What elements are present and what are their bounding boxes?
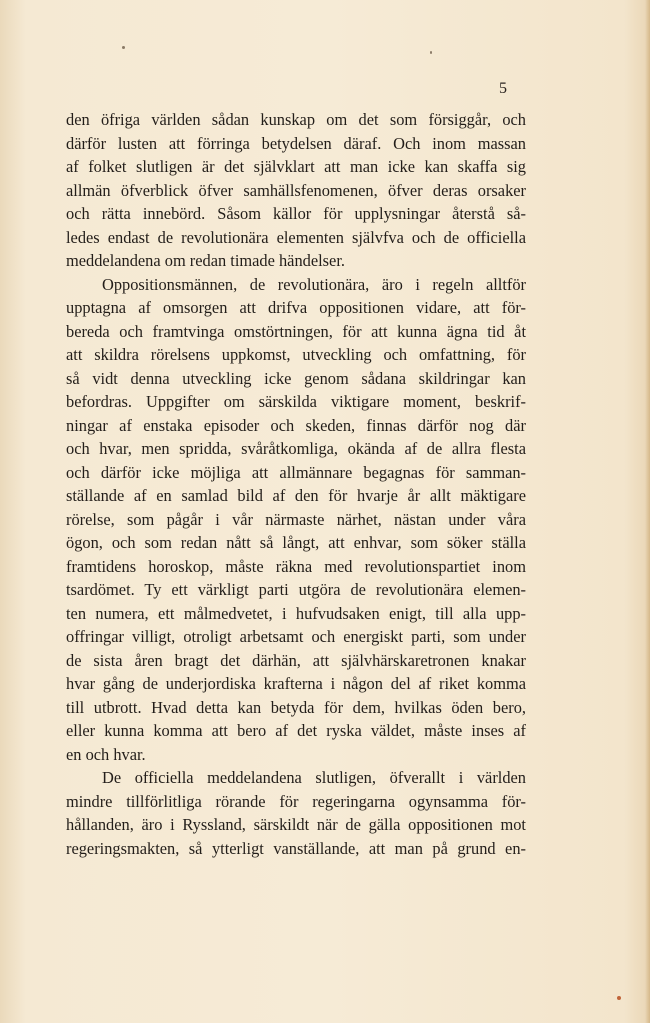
paper-speck — [122, 46, 125, 49]
text-line: att skildra rörelsens uppkomst, utveckling och omfattning, för — [66, 345, 526, 364]
text-line: af folket slutligen är det självklart att man icke kan skaffa sig — [66, 157, 526, 176]
text-line: upptagna af omsorgen att drifva oppositionen vidare, att för- — [66, 298, 526, 317]
text-line: den öfriga världen sådan kunskap om det som försiggår, och — [66, 110, 526, 129]
text-line: så vidt denna utveckling icke genom sådana skildringar kan — [66, 368, 526, 388]
text-line: till utbrott. Hvad detta kan betyda för dem, hvilkas öden bero, — [66, 697, 526, 717]
text-line: Oppositionsmännen, de revolutionära, äro i regeln alltför — [102, 274, 526, 294]
text-line: ten numera, ett målmedvetet, i hufvudsaken enigt, till alla upp- — [66, 603, 526, 623]
text-line: bereda och framtvinga omstörtningen, för att kunna ägna tid åt — [66, 321, 526, 341]
paper-speck — [430, 51, 432, 54]
text-line: De officiella meddelandena slutligen, öfverallt i världen — [102, 768, 526, 787]
text-line: eller kunna komma att bero af det ryska väldet, måste inses af — [66, 721, 526, 740]
text-line: därför lusten att förringa betydelsen däraf. Och inom massan — [66, 133, 526, 153]
text-line: ställande af en samlad bild af den för hvarje år allt mäktigare — [66, 486, 526, 505]
text-line: ögon, och som redan nått så långt, att enhvar, som söker ställa — [66, 533, 526, 552]
text-line: mindre tillförlitliga rörande för regeringarna ogynsamma för- — [66, 791, 526, 811]
text-line: offringar villigt, otroligt arbetsamt och energiskt parti, som under — [66, 627, 526, 646]
page-edge-shadow — [645, 0, 650, 1023]
body-text — [66, 108, 526, 860]
text-line: allmän öfverblick öfver samhällsfenomenen, öfver deras orsaker — [66, 180, 526, 200]
text-line: tsardömet. Ty ett värkligt parti utgöra de revolutionära elemen- — [66, 580, 526, 599]
text-line: hållanden, äro i Ryssland, särskildt när de gälla oppositionen mot — [66, 815, 526, 834]
text-line: och hvar, men spridda, svåråtkomliga, okända af de allra flesta — [66, 439, 526, 458]
text-line: ledes endast de revolutionära elementen självfva och de officiella — [66, 227, 526, 247]
text-line: och rätta innebörd. Såsom källor för upplysningar återstå så- — [66, 204, 526, 223]
text-line: hvar gång de underjordiska krafterna i någon del af riket komma — [66, 674, 526, 693]
text-line: de sista åren bragt det därhän, att självhärskaretronen knakar — [66, 650, 526, 670]
text-line: ningar af enstaka episoder och skeden, finnas därför nog där — [66, 415, 526, 435]
text-line: och därför icke möjliga att allmännare begagnas för samman- — [66, 462, 526, 482]
text-line: regeringsmakten, så ytterligt vanställande, att man på grund en- — [66, 838, 526, 858]
paper-speck — [617, 996, 621, 1000]
text-line: meddelandena om redan timade händelser. — [66, 251, 345, 270]
page-number: 5 — [499, 80, 507, 97]
text-line: framtidens horoskop, måste räkna med revolutionspartiet inom — [66, 556, 526, 576]
text-line: rörelse, som pågår i vår närmaste närhet, nästan under våra — [66, 509, 526, 529]
text-line: befordras. Uppgifter om särskilda viktigare moment, beskrif- — [66, 392, 526, 411]
text-line: en och hvar. — [66, 744, 146, 764]
